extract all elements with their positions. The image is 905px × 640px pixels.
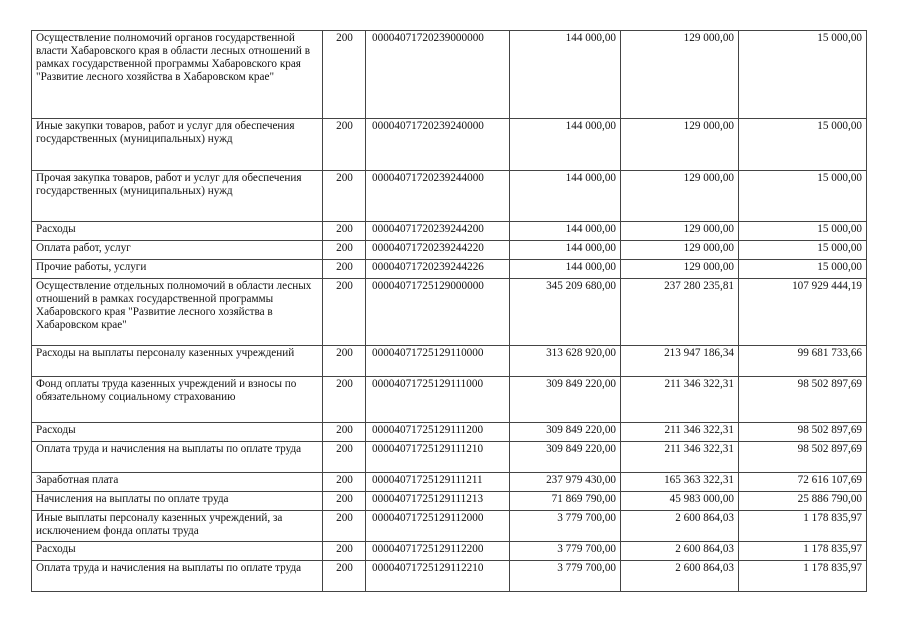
row-executed-amount: 129 000,00 [621, 260, 739, 279]
row-executed-amount: 129 000,00 [621, 241, 739, 260]
row-budget-code: 00004071725129111000 [366, 377, 510, 423]
row-approved-amount: 345 209 680,00 [510, 279, 621, 346]
row-line-code: 200 [323, 492, 366, 511]
table-row [32, 511, 867, 542]
row-unexecuted-amount: 98 502 897,69 [739, 423, 867, 442]
table-row [32, 119, 867, 171]
row-name: Расходы [32, 423, 323, 442]
row-name: Осуществление отдельных полномочий в области лесных отношений в рамках государственной программы Хабаровского края "Развитие лесного хозяйства в Хабаровском крае" [32, 279, 323, 346]
table-row [32, 423, 867, 442]
row-name: Иные выплаты персоналу казенных учреждений, за исключением фонда оплаты труда [32, 511, 323, 542]
row-unexecuted-amount: 98 502 897,69 [739, 377, 867, 423]
row-name: Оплата труда и начисления на выплаты по оплате труда [32, 442, 323, 473]
row-executed-amount: 129 000,00 [621, 171, 739, 222]
row-name: Иные закупки товаров, работ и услуг для обеспечения государственных (муниципальных) нужд [32, 119, 323, 171]
table-row [32, 31, 867, 119]
row-line-code: 200 [323, 346, 366, 377]
row-name: Заработная плата [32, 473, 323, 492]
row-executed-amount: 129 000,00 [621, 119, 739, 171]
table-row [32, 473, 867, 492]
row-unexecuted-amount: 15 000,00 [739, 119, 867, 171]
row-budget-code: 00004071725129111210 [366, 442, 510, 473]
row-approved-amount: 144 000,00 [510, 171, 621, 222]
row-budget-code: 00004071725129112200 [366, 542, 510, 561]
table-body [32, 31, 867, 592]
row-approved-amount: 3 779 700,00 [510, 561, 621, 592]
row-executed-amount: 45 983 000,00 [621, 492, 739, 511]
row-line-code: 200 [323, 542, 366, 561]
row-unexecuted-amount: 15 000,00 [739, 31, 867, 119]
row-budget-code: 00004071725129111200 [366, 423, 510, 442]
row-unexecuted-amount: 15 000,00 [739, 241, 867, 260]
row-executed-amount: 2 600 864,03 [621, 542, 739, 561]
budget-execution-table [31, 30, 867, 592]
table-row [32, 222, 867, 241]
row-line-code: 200 [323, 31, 366, 119]
table-row [32, 346, 867, 377]
row-budget-code: 00004071720239244220 [366, 241, 510, 260]
row-budget-code: 00004071725129111211 [366, 473, 510, 492]
row-budget-code: 00004071720239240000 [366, 119, 510, 171]
row-executed-amount: 2 600 864,03 [621, 511, 739, 542]
row-unexecuted-amount: 72 616 107,69 [739, 473, 867, 492]
table-row [32, 279, 867, 346]
row-budget-code: 00004071720239000000 [366, 31, 510, 119]
row-budget-code: 00004071720239244000 [366, 171, 510, 222]
row-line-code: 200 [323, 377, 366, 423]
row-line-code: 200 [323, 222, 366, 241]
row-line-code: 200 [323, 511, 366, 542]
row-executed-amount: 129 000,00 [621, 222, 739, 241]
row-name: Расходы на выплаты персоналу казенных учреждений [32, 346, 323, 377]
table-row [32, 171, 867, 222]
table-row [32, 442, 867, 473]
table-row [32, 561, 867, 592]
row-line-code: 200 [323, 260, 366, 279]
row-executed-amount: 2 600 864,03 [621, 561, 739, 592]
row-approved-amount: 144 000,00 [510, 241, 621, 260]
row-unexecuted-amount: 107 929 444,19 [739, 279, 867, 346]
row-approved-amount: 144 000,00 [510, 222, 621, 241]
row-line-code: 200 [323, 442, 366, 473]
table-row [32, 492, 867, 511]
row-name: Фонд оплаты труда казенных учреждений и взносы по обязательному социальному страхованию [32, 377, 323, 423]
row-unexecuted-amount: 15 000,00 [739, 260, 867, 279]
row-line-code: 200 [323, 171, 366, 222]
row-name: Расходы [32, 222, 323, 241]
row-budget-code: 00004071725129112000 [366, 511, 510, 542]
row-line-code: 200 [323, 241, 366, 260]
row-approved-amount: 237 979 430,00 [510, 473, 621, 492]
row-name: Осуществление полномочий органов государственной власти Хабаровского края в области лесных отношений в рамках государственной программы Хабаровского края "Развитие лесного хозяйства в Хабаровском крае" [32, 31, 323, 119]
row-approved-amount: 313 628 920,00 [510, 346, 621, 377]
row-unexecuted-amount: 1 178 835,97 [739, 511, 867, 542]
row-budget-code: 00004071725129112210 [366, 561, 510, 592]
row-approved-amount: 309 849 220,00 [510, 377, 621, 423]
row-line-code: 200 [323, 561, 366, 592]
row-executed-amount: 211 346 322,31 [621, 423, 739, 442]
row-approved-amount: 144 000,00 [510, 119, 621, 171]
row-unexecuted-amount: 99 681 733,66 [739, 346, 867, 377]
row-executed-amount: 213 947 186,34 [621, 346, 739, 377]
row-approved-amount: 144 000,00 [510, 31, 621, 119]
row-unexecuted-amount: 25 886 790,00 [739, 492, 867, 511]
row-approved-amount: 3 779 700,00 [510, 511, 621, 542]
row-approved-amount: 71 869 790,00 [510, 492, 621, 511]
row-executed-amount: 129 000,00 [621, 31, 739, 119]
row-approved-amount: 309 849 220,00 [510, 423, 621, 442]
row-approved-amount: 309 849 220,00 [510, 442, 621, 473]
row-approved-amount: 144 000,00 [510, 260, 621, 279]
row-executed-amount: 165 363 322,31 [621, 473, 739, 492]
row-name: Оплата труда и начисления на выплаты по оплате труда [32, 561, 323, 592]
row-unexecuted-amount: 98 502 897,69 [739, 442, 867, 473]
row-unexecuted-amount: 15 000,00 [739, 171, 867, 222]
row-unexecuted-amount: 15 000,00 [739, 222, 867, 241]
row-unexecuted-amount: 1 178 835,97 [739, 561, 867, 592]
table-row [32, 542, 867, 561]
row-line-code: 200 [323, 279, 366, 346]
table-row [32, 377, 867, 423]
row-budget-code: 00004071720239244226 [366, 260, 510, 279]
row-name: Начисления на выплаты по оплате труда [32, 492, 323, 511]
row-executed-amount: 211 346 322,31 [621, 442, 739, 473]
table-row [32, 241, 867, 260]
row-line-code: 200 [323, 473, 366, 492]
row-line-code: 200 [323, 423, 366, 442]
row-name: Расходы [32, 542, 323, 561]
row-budget-code: 00004071725129000000 [366, 279, 510, 346]
row-name: Оплата работ, услуг [32, 241, 323, 260]
row-budget-code: 00004071725129111213 [366, 492, 510, 511]
table-row [32, 260, 867, 279]
row-budget-code: 00004071725129110000 [366, 346, 510, 377]
row-approved-amount: 3 779 700,00 [510, 542, 621, 561]
row-executed-amount: 211 346 322,31 [621, 377, 739, 423]
row-unexecuted-amount: 1 178 835,97 [739, 542, 867, 561]
row-name: Прочая закупка товаров, работ и услуг для обеспечения государственных (муниципальных) нужд [32, 171, 323, 222]
row-budget-code: 00004071720239244200 [366, 222, 510, 241]
row-executed-amount: 237 280 235,81 [621, 279, 739, 346]
row-name: Прочие работы, услуги [32, 260, 323, 279]
row-line-code: 200 [323, 119, 366, 171]
